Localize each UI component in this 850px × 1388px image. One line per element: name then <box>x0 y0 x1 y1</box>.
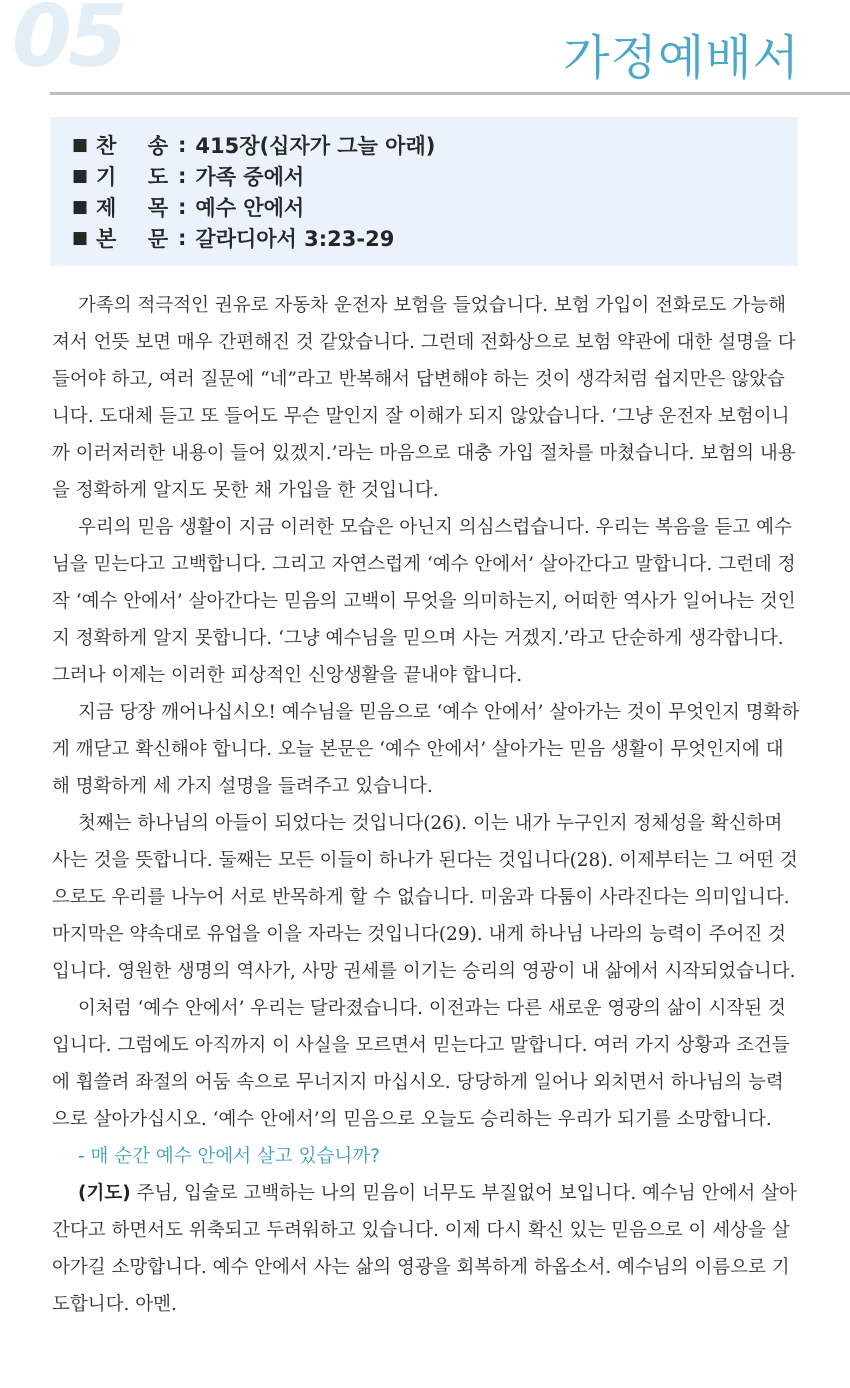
prayer-text: 주님, 입술로 고백하는 나의 믿음이 너무도 부질없어 보입니다. 예수님 안에서 살아간다고 하면서도 위축되고 두려워하고 있습니다. 이제 다시 확신 있는 믿음으로 이 세상을 살아가길 소망합니다. 예수 안에서 사는 삶의 영광을 회복하게 하옵소서. 예수님의 이름으로 기도합니다. 아멘. <box>52 1183 797 1315</box>
paragraph: 이처럼 ‘예수 안에서’ 우리는 달라졌습니다. 이전과는 다른 새로운 영광의 삶이 시작된 것입니다. 그럼에도 아직까지 이 사실을 모르면서 믿는다고 말합니다. 여러 가지 상황과 조건들에 휩쓸려 좌절의 어둠 속으로 무너지지 마십시오. 당당하게 일어나 외치면서 하나님의 능력으로 살아가십시오. ‘예수 안에서’의 믿음으로 오늘도 승리하는 우리가 되기를 소망합니다. <box>52 998 790 1130</box>
paragraph: 지금 당장 깨어나십시오! 예수님을 믿음으로 ‘예수 안에서’ 살아가는 것이 무엇인지 명확하게 깨닫고 확신해야 합니다. 오늘 본문은 ‘예수 안에서’ 살아가는 믿음 생활이 무엇인지에 대해 명확하게 세 가지 설명을 들려주고 있습니다. <box>52 702 800 797</box>
info-value-scripture: 갈라디아서 3:23-29 <box>195 226 395 251</box>
reflection-question: - 매 순간 예수 안에서 살고 있습니까? <box>78 1146 380 1167</box>
info-row-prayer: ■ 기 도 : 가족 중에서 <box>72 160 798 191</box>
info-row-scripture: ■ 본 문 : 갈라디아서 3:23-29 <box>72 222 798 253</box>
page-number: 05 <box>12 0 124 87</box>
info-label-title: 제 목 <box>96 195 168 220</box>
info-value-prayer: 가족 중에서 <box>195 164 305 189</box>
square-bullet-icon: ■ <box>72 227 89 248</box>
closing-prayer <box>52 1175 800 1323</box>
info-label-prayer: 기 도 <box>96 164 168 189</box>
paragraph: 가족의 적극적인 권유로 자동차 운전자 보험을 들었습니다. 보험 가입이 전화로도 가능해져서 언뜻 보면 매우 간편해진 것 같았습니다. 그런데 전화상으로 보험 약관에 대한 설명을 다 들어야 하고, 여러 질문에 “네”라고 반복해서 답변해야 하는 것이 생각처럼 쉽지만은 않았습니다. 도대체 듣고 또 들어도 무슨 말인지 잘 이해가 되지 않았습니다. ‘그냥 운전자 보험이니까 이러저러한 내용이 들어 있겠지.’라는 마음으로 대충 가입 절차를 마쳤습니다. 보험의 내용을 정확하게 알지도 못한 채 가입을 한 것입니다. <box>52 295 796 501</box>
paragraph: 첫째는 하나님의 아들이 되었다는 것입니다(26). 이는 내가 누구인지 정체성을 확신하며 사는 것을 뜻합니다. 둘째는 모든 이들이 하나가 된다는 것입니다(28). 이제부터는 그 어떤 것으로도 우리를 나누어 서로 반목하게 할 수 없습니다. 미움과 다툼이 사라진다는 의미입니다. 마지막은 약속대로 유업을 이을 자라는 것입니다(29). 내게 하나님 나라의 능력이 주어진 것입니다. 영원한 생명의 역사가, 사망 권세를 이기는 승리의 영광이 내 삶에서 시작되었습니다. <box>52 813 798 982</box>
worship-info-box <box>50 117 798 266</box>
info-row-hymn: ■ 찬 송 : 415장(십자가 그늘 아래) <box>72 129 798 160</box>
square-bullet-icon: ■ <box>72 196 89 217</box>
info-value-hymn: 415장(십자가 그늘 아래) <box>195 133 436 158</box>
info-row-title: ■ 제 목 : 예수 안에서 <box>72 191 798 222</box>
info-label-hymn: 찬 송 <box>96 133 168 158</box>
page-title: 가정예배서 <box>563 30 800 86</box>
sermon-body <box>52 287 800 1323</box>
prayer-label: (기도) <box>78 1183 131 1204</box>
square-bullet-icon: ■ <box>72 134 89 155</box>
square-bullet-icon: ■ <box>72 165 89 186</box>
info-label-scripture: 본 문 <box>96 226 168 251</box>
paragraph: 우리의 믿음 생활이 지금 이러한 모습은 아닌지 의심스럽습니다. 우리는 복음을 듣고 예수님을 믿는다고 고백합니다. 그리고 자연스럽게 ‘예수 안에서’ 살아간다고 말합니다. 그런데 정작 ‘예수 안에서’ 살아간다는 믿음의 고백이 무엇을 의미하는지, 어떠한 역사가 일어나는 것인지 정확하게 알지 못합니다. ‘그냥 예수님을 믿으며 사는 거겠지.’라고 단순하게 생각합니다. 그러나 이제는 이러한 피상적인 신앙생활을 끝내야 합니다. <box>52 517 796 686</box>
header-divider <box>50 92 850 95</box>
info-value-title: 예수 안에서 <box>195 195 305 220</box>
